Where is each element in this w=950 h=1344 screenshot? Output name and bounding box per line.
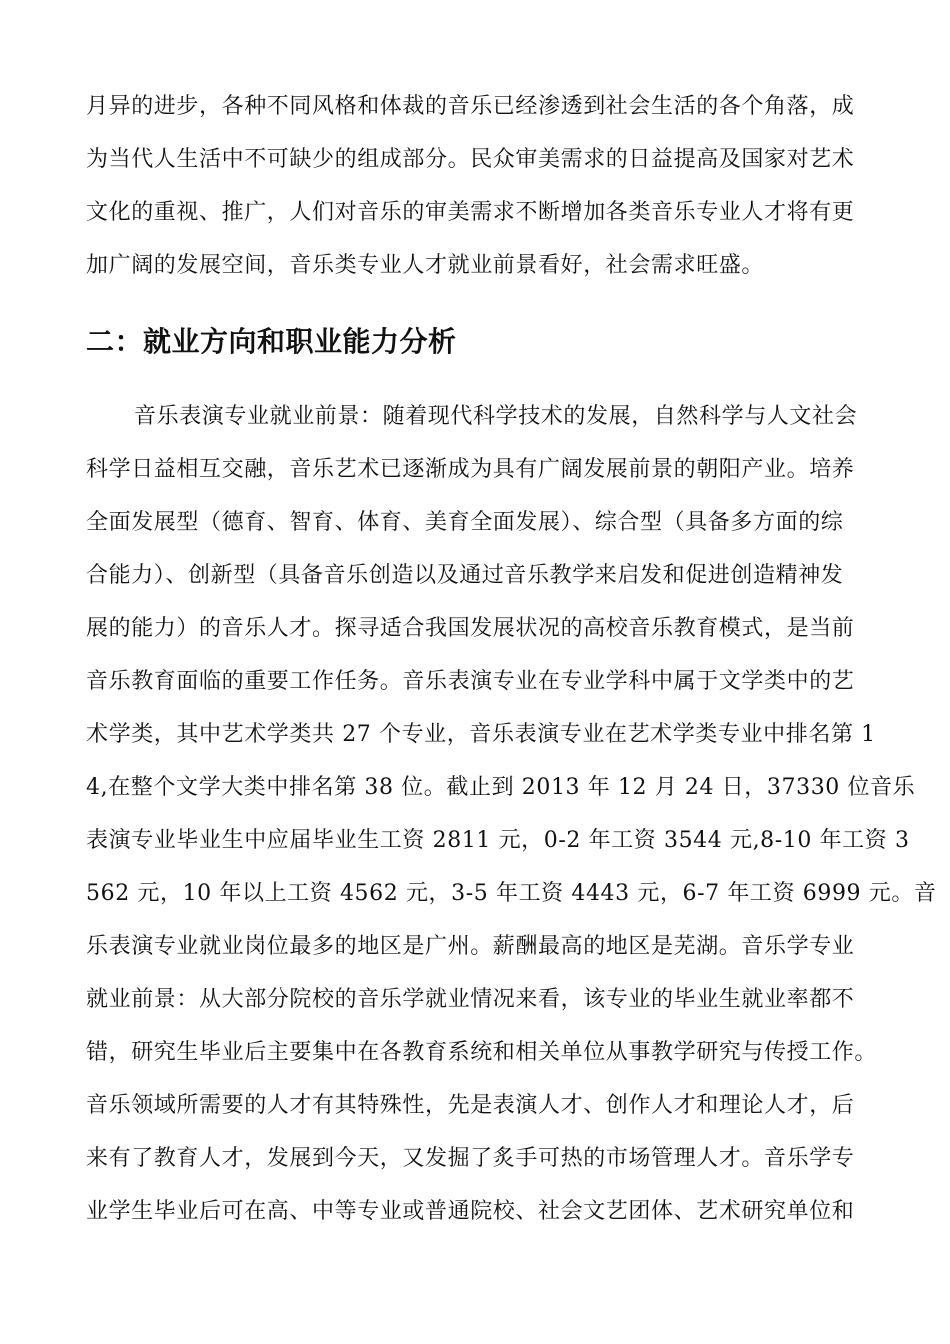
paragraph-line: 为当代人生活中不可缺少的组成部分。民众审美需求的日益提高及国家对艺术 [86, 147, 855, 172]
paragraph-line: 业学生毕业后可在高、中等专业或普通院校、社会文艺团体、艺术研究单位和 [86, 1199, 855, 1224]
paragraph-line: 音乐表演专业就业前景：随着现代科学技术的发展，自然科学与人文社会 [134, 404, 858, 429]
paragraph-line: 乐表演专业就业岗位最多的地区是广州。薪酬最高的地区是芜湖。音乐学专业 [86, 934, 855, 959]
paragraph-line: 月异的进步，各种不同风格和体裁的音乐已经渗透到社会生活的各个角落，成 [86, 94, 855, 119]
paragraph-line: 4,在整个文学大类中排名第 38 位。截止到 2013 年 12 月 24 日，37330 位音乐 [86, 775, 916, 800]
paragraph-line: 表演专业毕业生中应届毕业生工资 2811 元，0-2 年工资 3544 元,8-10 年工资 3 [86, 828, 910, 853]
paragraph-line: 全面发展型（德育、智育、体育、美育全面发展）、综合型（具备多方面的综 [86, 510, 844, 535]
paragraph-line: 音乐教育面临的重要工作任务。音乐表演专业在专业学科中属于文学类中的艺 [86, 669, 855, 694]
paragraph-line: 术学类，其中艺术学类共 27 个专业，音乐表演专业在艺术学类专业中排名第 1 [86, 722, 876, 747]
paragraph-line: 文化的重视、推广，人们对音乐的审美需求不断增加各类音乐专业人才将有更 [86, 200, 855, 225]
paragraph-line: 音乐领域所需要的人才有其特殊性，先是表演人才、创作人才和理论人才，后 [86, 1093, 855, 1118]
paragraph-line: 展的能力）的音乐人才。探寻适合我国发展状况的高校音乐教育模式，是当前 [86, 616, 855, 641]
paragraph-line: 错，研究生毕业后主要集中在各教育系统和相关单位从事教学研究与传授工作。 [86, 1040, 878, 1065]
paragraph-line: 科学日益相互交融，音乐艺术已逐渐成为具有广阔发展前景的朝阳产业。培养 [86, 457, 855, 482]
paragraph-line: 合能力）、创新型（具备音乐创造以及通过音乐教学来启发和促进创造精神发 [86, 563, 844, 588]
section-heading: 二：就业方向和职业能力分析 [86, 325, 457, 358]
paragraph-line: 就业前景：从大部分院校的音乐学就业情况来看，该专业的毕业生就业率都不 [86, 987, 855, 1012]
paragraph-line: 来有了教育人才，发展到今天，又发掘了炙手可热的市场管理人才。音乐学专 [86, 1146, 855, 1171]
paragraph-line: 562 元，10 年以上工资 4562 元，3-5 年工资 4443 元，6-7 年工资 6999 元。音 [86, 881, 937, 906]
paragraph-line: 加广阔的发展空间，音乐类专业人才就业前景看好，社会需求旺盛。 [86, 253, 765, 278]
